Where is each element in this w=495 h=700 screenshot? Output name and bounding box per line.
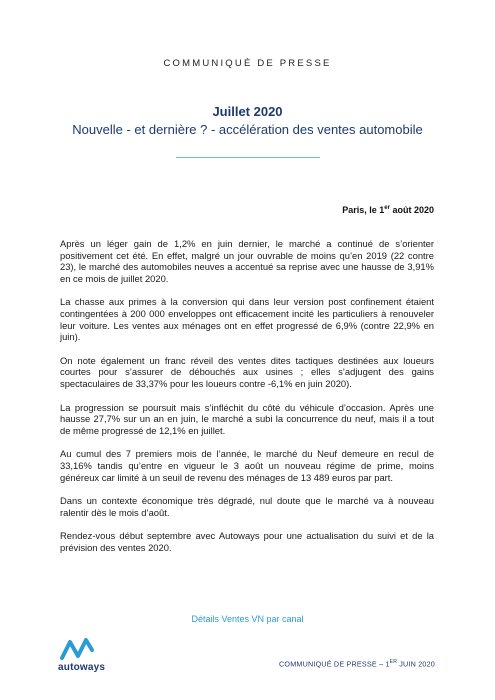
title-divider bbox=[176, 157, 320, 158]
paragraph: La progression se poursuit mais s’infléchit du côté du véhicule d’occasion. Après une hausse 27,7% sur un an en juin, le marché a subi la concurrence du neuf, mais il a tout de même progressé de 12,1% en juillet. bbox=[60, 401, 434, 436]
dateline-suffix: août 2020 bbox=[389, 205, 434, 215]
dateline bbox=[342, 205, 434, 215]
paragraph: La chasse aux primes à la conversion qui dans leur version post confinement étaient contingentées à 200 000 enveloppes ont efficacement incité les particuliers à renouveler leur voiture. Les ventes aux ménages ont en effet progressé de 6,9% (contre 22,9% en juin). bbox=[60, 296, 434, 343]
paragraph: Rendez-vous début septembre avec Autoways pour une actualisation du suivi et de la prévision des ventes 2020. bbox=[60, 530, 434, 553]
paragraph: Après un léger gain de 1,2% en juin dernier, le marché a continué de s’orienter positivement cet été. En effet, malgré un jour ouvrable de moins qu’en 2019 (22 contre 23), le marché des automobiles neuves a accentué sa reprise avec une hausse de 3,91% en ce mois de juillet 2020. bbox=[60, 238, 434, 284]
footer-prefix: COMMUNIQUÉ DE PRESSE – 1 bbox=[279, 659, 390, 669]
dateline-prefix: Paris, le 1 bbox=[342, 205, 385, 215]
autoways-logo bbox=[58, 636, 128, 674]
footer-sup: ER bbox=[389, 659, 398, 665]
dateline-sup: er bbox=[384, 205, 390, 211]
footer-suffix: JUIN 2020 bbox=[397, 659, 435, 669]
page-subtitle: Nouvelle - et dernière ? - accélération des ventes automobile bbox=[72, 122, 423, 137]
page-title: Juillet 2020 bbox=[212, 104, 283, 119]
logo-mark-icon bbox=[58, 636, 98, 662]
paragraph: On note également un franc réveil des ventes dites tactiques destinées aux loueurs courtes pour s’assurer de débouchés aux usines ; elles s’adjugent des gains spectaculaires de 33,37% pour les loueurs contre -6,1% en juin 2020). bbox=[60, 354, 434, 389]
logo-text: autoways bbox=[58, 662, 106, 673]
body-text bbox=[60, 238, 434, 565]
footer bbox=[279, 659, 435, 668]
paragraph: Dans un contexte économique très dégradé, nul doute que le marché va à nouveau ralentir dès le mois d’août. bbox=[60, 495, 434, 518]
details-link[interactable]: Détails Ventes VN par canal bbox=[191, 614, 304, 624]
paragraph: Au cumul des 7 premiers mois de l’année, le marché du Neuf demeure en recul de 33,16% tandis qu’entre en vigueur le 3 août un nouveau régime de prime, moins généreux car limité à un seuil de revenu des ménages de 13 489 euros par part. bbox=[60, 448, 434, 483]
header-label: COMMUNIQUÉ DE PRESSE bbox=[163, 58, 332, 69]
